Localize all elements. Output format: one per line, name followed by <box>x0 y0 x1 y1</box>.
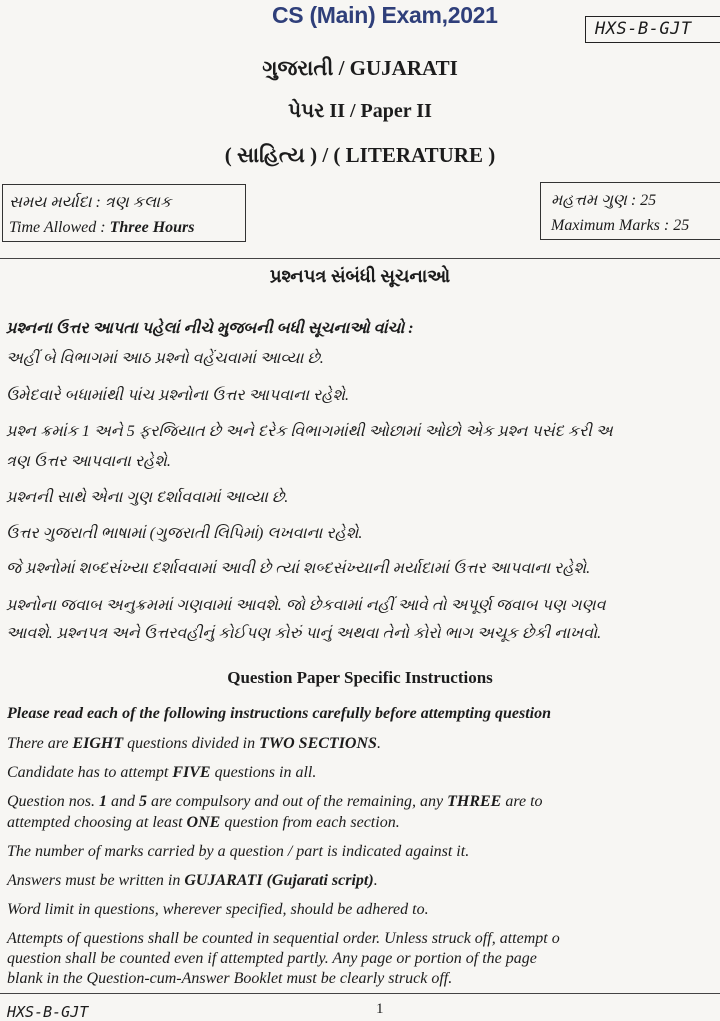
english-instruction-line: The number of marks carried by a question / part is indicated against it. <box>7 843 470 860</box>
english-instruction-line <box>7 764 316 782</box>
english-instruction-line: Attempts of questions shall be counted in sequential order. Unless struck off, attempt o <box>7 930 560 947</box>
paper-category: ( સાહિત્ય ) / ( LITERATURE ) <box>224 143 496 167</box>
text: are to <box>501 793 543 810</box>
english-instruction-line: Word limit in questions, wherever specified, should be adhered to. <box>7 901 429 918</box>
gujarati-instruction-line: ઉમેદવારે બધામાંથી પાંચ પ્રશ્નોના ઉત્તર આપવાના રહેશે. <box>6 387 350 404</box>
time-allowed-box <box>2 184 246 242</box>
gujarati-instruction-line: અહીં બે વિભાગમાં આઠ પ્રશ્નો વહેંચવામાં આવ્યા છે. <box>6 350 324 367</box>
text: There are <box>7 735 73 752</box>
english-instruction-intro: Please read each of the following instructions carefully before attempting question <box>7 705 551 722</box>
time-allowed-value: Three Hours <box>109 219 195 236</box>
time-allowed-english <box>9 215 245 240</box>
footer-paper-code: HXS-B-GJT <box>7 1003 89 1021</box>
english-instructions-title: Question Paper Specific Instructions <box>227 668 493 687</box>
time-allowed-gujarati: સમય મર્યાદા : ત્રણ કલાક <box>9 194 172 211</box>
maximum-marks-gujarati: મહત્તમ ગુણ : 25 <box>551 192 657 209</box>
emphasis: FIVE <box>172 764 211 781</box>
gujarati-instruction-line: આવશે. પ્રશ્નપત્ર અને ઉત્તરવહીનું કોઈપણ કોરું પાનું અથવા તેનો કોરો ભાગ અચૂક છેકી નાખવો. <box>6 625 602 642</box>
exam-title: CS (Main) Exam,2021 <box>272 2 498 28</box>
maximum-marks-english: Maximum Marks : 25 <box>551 217 690 234</box>
text: questions divided in <box>123 735 260 752</box>
text: . <box>376 735 381 752</box>
gujarati-instruction-line: ત્રણ ઉત્તર આપવાના રહેશે. <box>6 453 171 470</box>
english-instruction-line <box>7 793 543 811</box>
time-allowed-label: Time Allowed : <box>9 219 110 236</box>
text: and <box>107 793 139 810</box>
text: Answers must be written in <box>7 872 185 889</box>
text: attempted choosing at least <box>7 814 187 831</box>
english-instruction-line: question shall be counted even if attempted partly. Any page or portion of the page <box>7 950 537 967</box>
paper-number: પેપર II / Paper II <box>288 100 432 122</box>
emphasis: ONE <box>186 814 221 831</box>
gujarati-instruction-line: જે પ્રશ્નોમાં શબ્દસંખ્યા દર્શાવવામાં આવી છે ત્યાં શબ્દસંખ્યાની મર્યાદામાં ઉત્તર આપવાના રહેશે. <box>6 560 591 577</box>
paper-code-box: HXS-B-GJT <box>585 16 720 43</box>
gujarati-instruction-intro: પ્રશ્નના ઉત્તર આપતા પહેલાં નીચે મુજબની બધી સૂચનાઓ વાંચો : <box>6 320 414 337</box>
maximum-marks-box <box>540 182 720 240</box>
english-instruction-line: blank in the Question-cum-Answer Booklet must be clearly struck off. <box>7 970 453 987</box>
emphasis: 5 <box>139 793 147 810</box>
emphasis: TWO SECTIONS <box>259 735 377 752</box>
emphasis: EIGHT <box>72 735 124 752</box>
footer-divider <box>0 993 720 994</box>
english-instruction-line <box>7 872 378 890</box>
subject-title: ગુજરાતી / GUJARATI <box>262 56 458 80</box>
text: Question nos. <box>7 793 99 810</box>
page-number: 1 <box>376 1001 384 1017</box>
emphasis: 1 <box>99 793 107 810</box>
gujarati-instruction-line: પ્રશ્ન ક્રમાંક 1 અને 5 ફરજિયાત છે અને દરેક વિભાગમાંથી ઓછામાં ઓછો એક પ્રશ્ન પસંદ કરી અ <box>6 423 613 440</box>
text: questions in all. <box>210 764 317 781</box>
text: are compulsory and out of the remaining, any <box>147 793 448 810</box>
section-divider <box>0 258 720 259</box>
text: question from each section. <box>220 814 400 831</box>
gujarati-instruction-line: ઉત્તર ગુજરાતી ભાષામાં (ગુજરાતી લિપિમાં) લખવાના રહેશે. <box>6 525 363 542</box>
emphasis: GUJARATI (Gujarati script) <box>184 872 374 889</box>
text: . <box>373 872 378 889</box>
gujarati-instruction-line: પ્રશ્નોના જવાબ અનુક્રમમાં ગણવામાં આવશે. જો છેકવામાં નહીં આવે તો અપૂર્ણ જવાબ પણ ગણવ <box>6 597 606 614</box>
gujarati-instruction-line: પ્રશ્નની સાથે એના ગુણ દર્શાવવામાં આવ્યા છે. <box>6 489 289 506</box>
gujarati-instructions-title: પ્રશ્નપત્ર સંબંધી સૂચનાઓ <box>269 266 451 286</box>
english-instruction-line <box>7 735 381 753</box>
text: Candidate has to attempt <box>7 764 173 781</box>
emphasis: THREE <box>447 793 502 810</box>
english-instruction-line <box>7 814 400 832</box>
